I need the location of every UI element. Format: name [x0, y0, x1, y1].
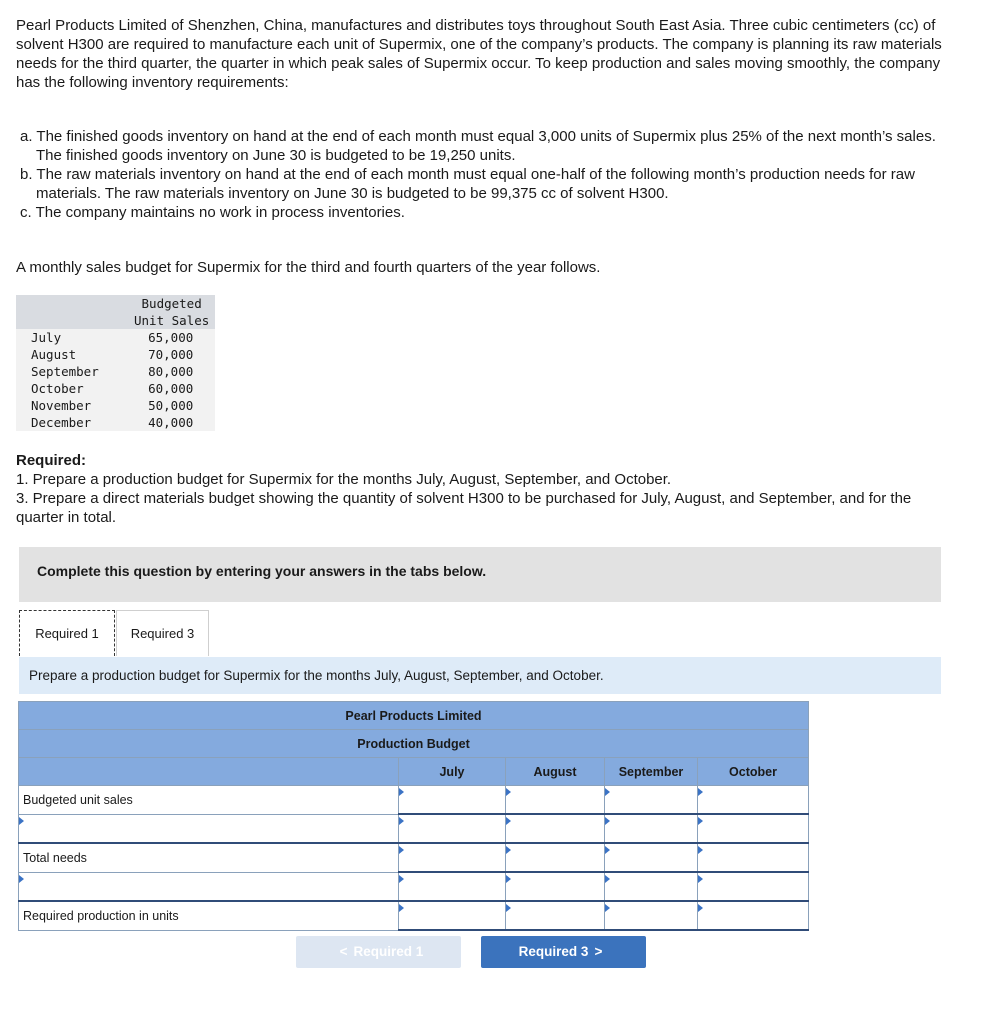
table-row	[16, 329, 215, 346]
sales-month: November	[31, 398, 92, 413]
chevron-left-icon: <	[339, 944, 348, 959]
next-button-label: Required 3	[518, 944, 589, 959]
input-total-october[interactable]	[698, 843, 809, 872]
row-label-total-needs: Total needs	[19, 843, 399, 872]
sales-month: September	[31, 364, 99, 379]
budget-title: Production Budget	[19, 730, 809, 758]
table-row	[19, 901, 809, 930]
sales-value: 40,000	[148, 415, 194, 430]
tab-instruction: Prepare a production budget for Supermix for the months July, August, September, and October.	[19, 657, 941, 694]
input-row2-august[interactable]	[506, 814, 605, 843]
table-row	[16, 346, 215, 363]
row-label-budgeted-unit-sales: Budgeted unit sales	[19, 786, 399, 815]
input-row4-july[interactable]	[399, 872, 506, 901]
sales-header-line2: Unit Sales	[134, 313, 210, 328]
table-row	[16, 397, 215, 414]
sales-header-line1: Budgeted	[141, 296, 202, 311]
sales-month: August	[31, 347, 77, 362]
required-item-3: 3. Prepare a direct materials budget showing the quantity of solvent H300 to be purchased for July, August, and September, and for the quarter in total.	[16, 490, 912, 526]
table-row	[16, 363, 215, 380]
sales-budget-table	[16, 295, 215, 431]
tab-required-3[interactable]: Required 3	[116, 610, 209, 656]
requirement-b: b. The raw materials inventory on hand at the end of each month must equal one-half of the following month’s production needs for raw materials. The raw materials inventory on June 30 is budgeted to be 99,375 cc of solvent H300.	[20, 166, 915, 202]
row-label-input-1[interactable]	[19, 814, 399, 843]
column-header-august: August	[506, 758, 605, 786]
sales-value: 80,000	[148, 364, 194, 379]
input-total-september[interactable]	[605, 843, 698, 872]
input-production-july[interactable]	[399, 901, 506, 930]
input-row4-september[interactable]	[605, 872, 698, 901]
budget-company: Pearl Products Limited	[19, 702, 809, 730]
intro-paragraph: Pearl Products Limited of Shenzhen, China, manufactures and distributes toys throughout South East Asia. Three cubic centimeters (cc) of solvent H300 are required to manufacture each unit of Supermix, one of the company’s products. The company is planning its raw materials needs for the third quarter, the quarter in which peak sales of Supermix occur. To keep production and sales moving smoothly, the company has the following inventory requirements:	[16, 17, 942, 91]
input-sales-july[interactable]	[399, 786, 506, 815]
input-total-july[interactable]	[399, 843, 506, 872]
sales-value: 50,000	[148, 398, 194, 413]
sales-month: December	[31, 415, 92, 430]
table-row	[16, 380, 215, 397]
chevron-right-icon: >	[594, 944, 603, 959]
required-title: Required:	[16, 452, 87, 469]
column-header-september: September	[605, 758, 698, 786]
table-row	[16, 414, 215, 431]
input-sales-august[interactable]	[506, 786, 605, 815]
budget-header-blank	[19, 758, 399, 786]
sales-value: 70,000	[148, 347, 194, 362]
banner-text: Complete this question by entering your answers in the tabs below.	[37, 563, 487, 579]
input-production-october[interactable]	[698, 901, 809, 930]
requirement-c: c. The company maintains no work in process inventories.	[20, 204, 405, 221]
sales-month: July	[31, 330, 62, 345]
input-production-august[interactable]	[506, 901, 605, 930]
sales-header	[128, 295, 215, 329]
table-row	[19, 843, 809, 872]
tab-required-1[interactable]: Required 1	[19, 610, 115, 656]
input-row4-august[interactable]	[506, 872, 605, 901]
input-row2-october[interactable]	[698, 814, 809, 843]
row-label-input-2[interactable]	[19, 872, 399, 901]
sales-value: 60,000	[148, 381, 194, 396]
next-button[interactable]	[481, 936, 646, 968]
input-row2-july[interactable]	[399, 814, 506, 843]
input-sales-september[interactable]	[605, 786, 698, 815]
column-header-july: July	[399, 758, 506, 786]
input-production-september[interactable]	[605, 901, 698, 930]
sales-value: 65,000	[148, 330, 194, 345]
table-row	[19, 872, 809, 901]
input-row4-october[interactable]	[698, 872, 809, 901]
row-label-required-production: Required production in units	[19, 901, 399, 930]
sales-month: October	[31, 381, 84, 396]
sales-intro: A monthly sales budget for Supermix for the third and fourth quarters of the year follows.	[16, 259, 601, 276]
table-row	[19, 786, 809, 815]
input-row2-september[interactable]	[605, 814, 698, 843]
prev-button[interactable]	[296, 936, 461, 968]
instructions-banner	[19, 547, 941, 602]
requirement-a: a. The finished goods inventory on hand at the end of each month must equal 3,000 units of Supermix plus 25% of the next month’s sales. The finished goods inventory on June 30 is budgeted to be 19,250 units.	[20, 128, 936, 164]
column-header-october: October	[698, 758, 809, 786]
inventory-requirements-list	[20, 127, 946, 222]
production-budget-table	[18, 701, 809, 931]
table-row	[19, 814, 809, 843]
input-total-august[interactable]	[506, 843, 605, 872]
input-sales-october[interactable]	[698, 786, 809, 815]
required-item-1: 1. Prepare a production budget for Supermix for the months July, August, September, and October.	[16, 471, 672, 488]
prev-button-label: Required 1	[353, 944, 424, 959]
